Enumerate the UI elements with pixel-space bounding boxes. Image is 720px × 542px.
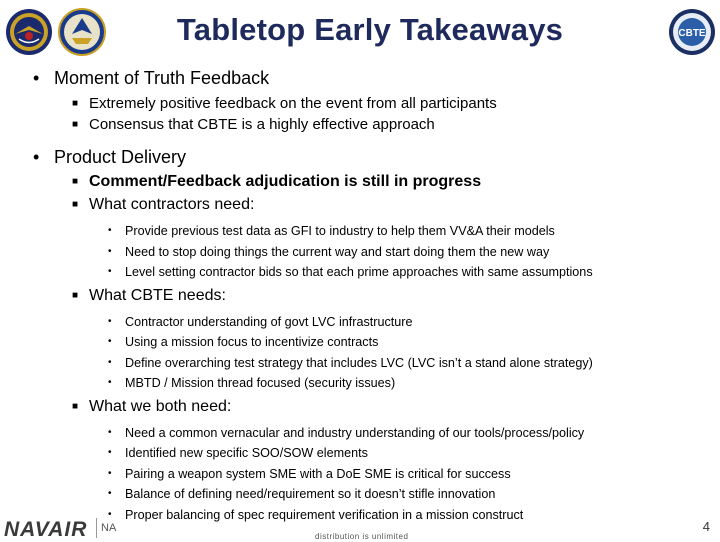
small-bullet-icon: •	[108, 488, 112, 499]
sub-list-item: • Pairing a weapon system SME with a DoE SME is critical for success	[0, 464, 720, 485]
square-bullet-icon: ■	[72, 199, 79, 210]
sub-list-item: • Need a common vernacular and industry understanding of our tools/process/policy	[0, 423, 720, 444]
bullet-icon: •	[33, 147, 40, 167]
list-item: ■ What we both need:	[0, 395, 720, 418]
section-heading: • Product Delivery	[33, 147, 187, 167]
small-bullet-icon: •	[108, 225, 112, 236]
page-number: 4	[702, 519, 710, 534]
small-bullet-icon: •	[108, 447, 112, 458]
footer-divider	[96, 518, 97, 538]
sub-list-item: • MBTD / Mission thread focused (security issues)	[0, 373, 720, 394]
sub-list-item: • Need to stop doing things the current way and start doing them the new way	[0, 242, 720, 263]
small-bullet-icon: •	[108, 315, 112, 327]
sub-list-item: • Using a mission focus to incentivize contracts	[0, 332, 720, 353]
cbte-logo-text: CBTE	[678, 28, 706, 39]
sub-list-item: • Define overarching test strategy that includes LVC (LVC isn’t a stand alone strategy)	[0, 353, 720, 374]
small-bullet-icon: •	[108, 245, 112, 257]
distribution-statement: distribution is unlimited	[315, 532, 409, 541]
list-item: ■ Extremely positive feedback on the event from all participants	[72, 95, 497, 112]
small-bullet-icon: •	[108, 356, 112, 368]
square-bullet-icon: ■	[72, 119, 79, 130]
squadron-patch-icon	[58, 8, 106, 56]
footer-note: NA	[101, 522, 117, 534]
square-bullet-icon: ■	[72, 98, 79, 109]
navy-seal-icon	[5, 8, 53, 56]
slide-title: Tabletop Early Takeaways	[176, 12, 564, 47]
square-bullet-icon: ■	[72, 400, 79, 412]
section-heading: • Moment of Truth Feedback	[33, 68, 270, 88]
slide-body	[0, 66, 720, 525]
sub-list-item: • Proper balancing of spec requirement verification in a mission construct	[0, 505, 720, 526]
sub-list-item: • Level setting contractor bids so that each prime approaches with same assumptions	[0, 262, 720, 283]
small-bullet-icon: •	[108, 426, 112, 438]
sub-list-item: • Balance of defining need/requirement so it doesn’t stifle innovation	[0, 484, 720, 505]
cbte-logo-icon	[668, 8, 716, 56]
bullet-icon: •	[33, 68, 40, 88]
list-item: ■ Comment/Feedback adjudication is still in progress	[0, 170, 720, 193]
sub-list-item: • Provide previous test data as GFI to industry to help them VV&A their models	[0, 221, 720, 242]
sub-list-item: • Identified new specific SOO/SOW elements	[0, 443, 720, 464]
list-item: ■ What CBTE needs:	[0, 284, 720, 307]
square-bullet-icon: ■	[72, 176, 79, 187]
navair-logo: NAVAIR	[4, 518, 88, 541]
square-bullet-icon: ■	[72, 289, 79, 301]
list-item: ■ What contractors need:	[0, 193, 720, 216]
small-bullet-icon: •	[108, 336, 112, 347]
sub-list-item: • Contractor understanding of govt LVC infrastructure	[0, 312, 720, 333]
list-item: ■ Consensus that CBTE is a highly effective approach	[72, 116, 435, 133]
small-bullet-icon: •	[108, 467, 112, 479]
small-bullet-icon: •	[108, 508, 112, 520]
small-bullet-icon: •	[108, 377, 112, 388]
small-bullet-icon: •	[108, 266, 112, 277]
